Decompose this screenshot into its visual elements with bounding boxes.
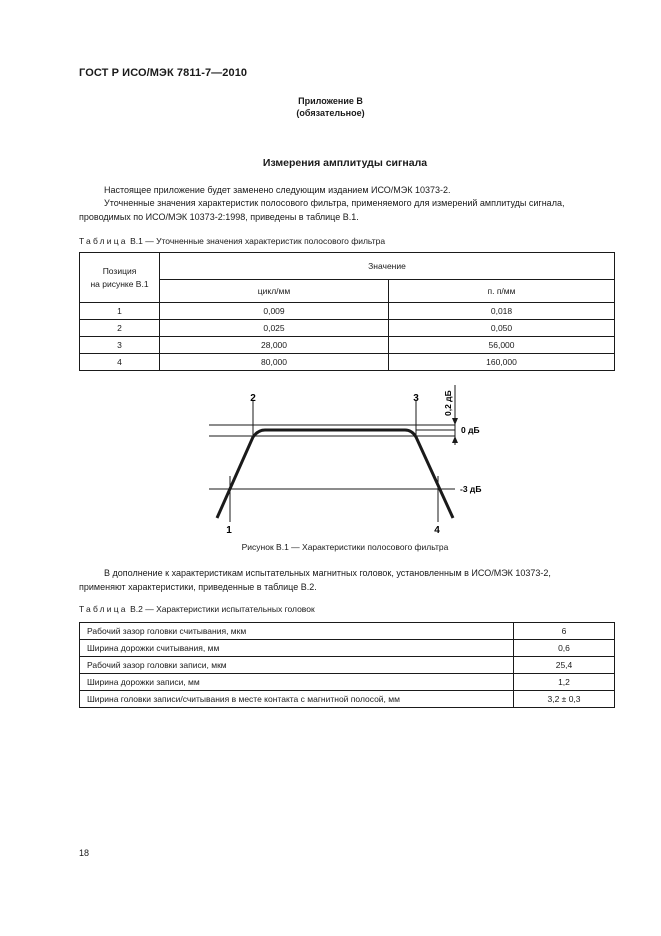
annex-title: Приложение В	[298, 96, 363, 106]
table2-cell-value: 0,6	[514, 640, 615, 657]
table2-caption	[79, 604, 315, 614]
page-number: 18	[79, 848, 90, 858]
table2-caption-prefix: Таблица	[79, 604, 128, 614]
table1-cell-flux: 0,050	[389, 320, 615, 337]
test-heads-table	[79, 622, 615, 708]
table1-cell-cycles: 28,000	[160, 337, 389, 354]
table1-cell-flux: 0,018	[389, 303, 615, 320]
table1-caption-text: В.1 — Уточненные значения характеристик полосового фильтра	[130, 236, 386, 246]
fig-label-0db: 0 дБ	[461, 425, 480, 435]
table1-cell-position: 2	[80, 320, 160, 337]
dimension-arrow-icon	[452, 418, 458, 425]
bandpass-filter-figure	[0, 375, 661, 540]
table-row	[80, 354, 615, 371]
table-row	[80, 691, 615, 708]
table2-cell-name: Ширина дорожки записи, мм	[80, 674, 514, 691]
table1-header-position	[80, 253, 160, 303]
table1-cell-cycles: 0,025	[160, 320, 389, 337]
para2-line-2: применяют характеристики, приведенные в таблице В.2.	[79, 582, 317, 592]
table1-caption-prefix: Таблица	[79, 236, 128, 246]
filter-response-curve	[217, 430, 453, 518]
fig-label-1: 1	[226, 525, 232, 536]
bandpass-filter-table	[79, 252, 615, 371]
table2-cell-value: 3,2 ± 0,3	[514, 691, 615, 708]
table-row	[80, 640, 615, 657]
fig-label-minus-3db: -3 дБ	[460, 484, 482, 494]
table2-cell-name: Ширина дорожки считывания, мм	[80, 640, 514, 657]
fig-label-3: 3	[413, 393, 419, 404]
table1-cell-cycles: 0,009	[160, 303, 389, 320]
fig-label-02db: 0,2 дБ	[443, 390, 453, 416]
table1-cell-cycles: 80,000	[160, 354, 389, 371]
table-row	[80, 623, 615, 640]
document-header: ГОСТ Р ИСО/МЭК 7811-7—2010	[79, 67, 248, 79]
table-row	[80, 657, 615, 674]
table2-cell-value: 1,2	[514, 674, 615, 691]
table2-cell-name: Рабочий зазор головки записи, мкм	[80, 657, 514, 674]
table1-header-cycles-per-mm: цикл/мм	[160, 280, 389, 303]
table-row	[80, 320, 615, 337]
table1-header-value: Значение	[160, 253, 615, 280]
figure1-caption: Рисунок В.1 — Характеристики полосового фильтра	[241, 542, 449, 552]
table2-caption-text: В.2 — Характеристики испытательных головок	[130, 604, 315, 614]
table-row	[80, 337, 615, 354]
intro-paragraph-2-line-1: Уточненные значения характеристик полосового фильтра, применяемого для измерений амплитуды сигнала,	[104, 198, 565, 208]
section-title: Измерения амплитуды сигнала	[262, 157, 428, 169]
table1-caption	[79, 236, 385, 246]
table1-cell-position: 4	[80, 354, 160, 371]
fig-label-2: 2	[250, 393, 256, 404]
table2-cell-name: Рабочий зазор головки считывания, мкм	[80, 623, 514, 640]
table-row	[80, 303, 615, 320]
table2-cell-name: Ширина головки записи/считывания в месте контакта с магнитной полосой, мм	[80, 691, 514, 708]
table1-header-position-line2: на рисунке В.1	[90, 278, 149, 289]
intro-paragraph-2-line-2: проводимых по ИСО/МЭК 10373-2:1998, приведены в таблице В.1.	[79, 212, 359, 222]
table-row	[80, 674, 615, 691]
intro-paragraph-1: Настоящее приложение будет заменено следующим изданием ИСО/МЭК 10373-2.	[104, 185, 451, 195]
fig-label-4: 4	[434, 525, 440, 536]
annex-status: (обязательное)	[296, 108, 365, 118]
table1-header-position-line1: Позиция	[102, 265, 137, 276]
table2-cell-value: 6	[514, 623, 615, 640]
table1-cell-flux: 160,000	[389, 354, 615, 371]
table1-cell-position: 3	[80, 337, 160, 354]
para2-line-1: В дополнение к характеристикам испытательных магнитных головок, установленным в ИСО/МЭК 10373-2,	[104, 568, 551, 578]
table1-header-flux-transitions-per-mm: п. п/мм	[389, 280, 615, 303]
table1-cell-flux: 56,000	[389, 337, 615, 354]
table1-cell-position: 1	[80, 303, 160, 320]
table2-cell-value: 25,4	[514, 657, 615, 674]
